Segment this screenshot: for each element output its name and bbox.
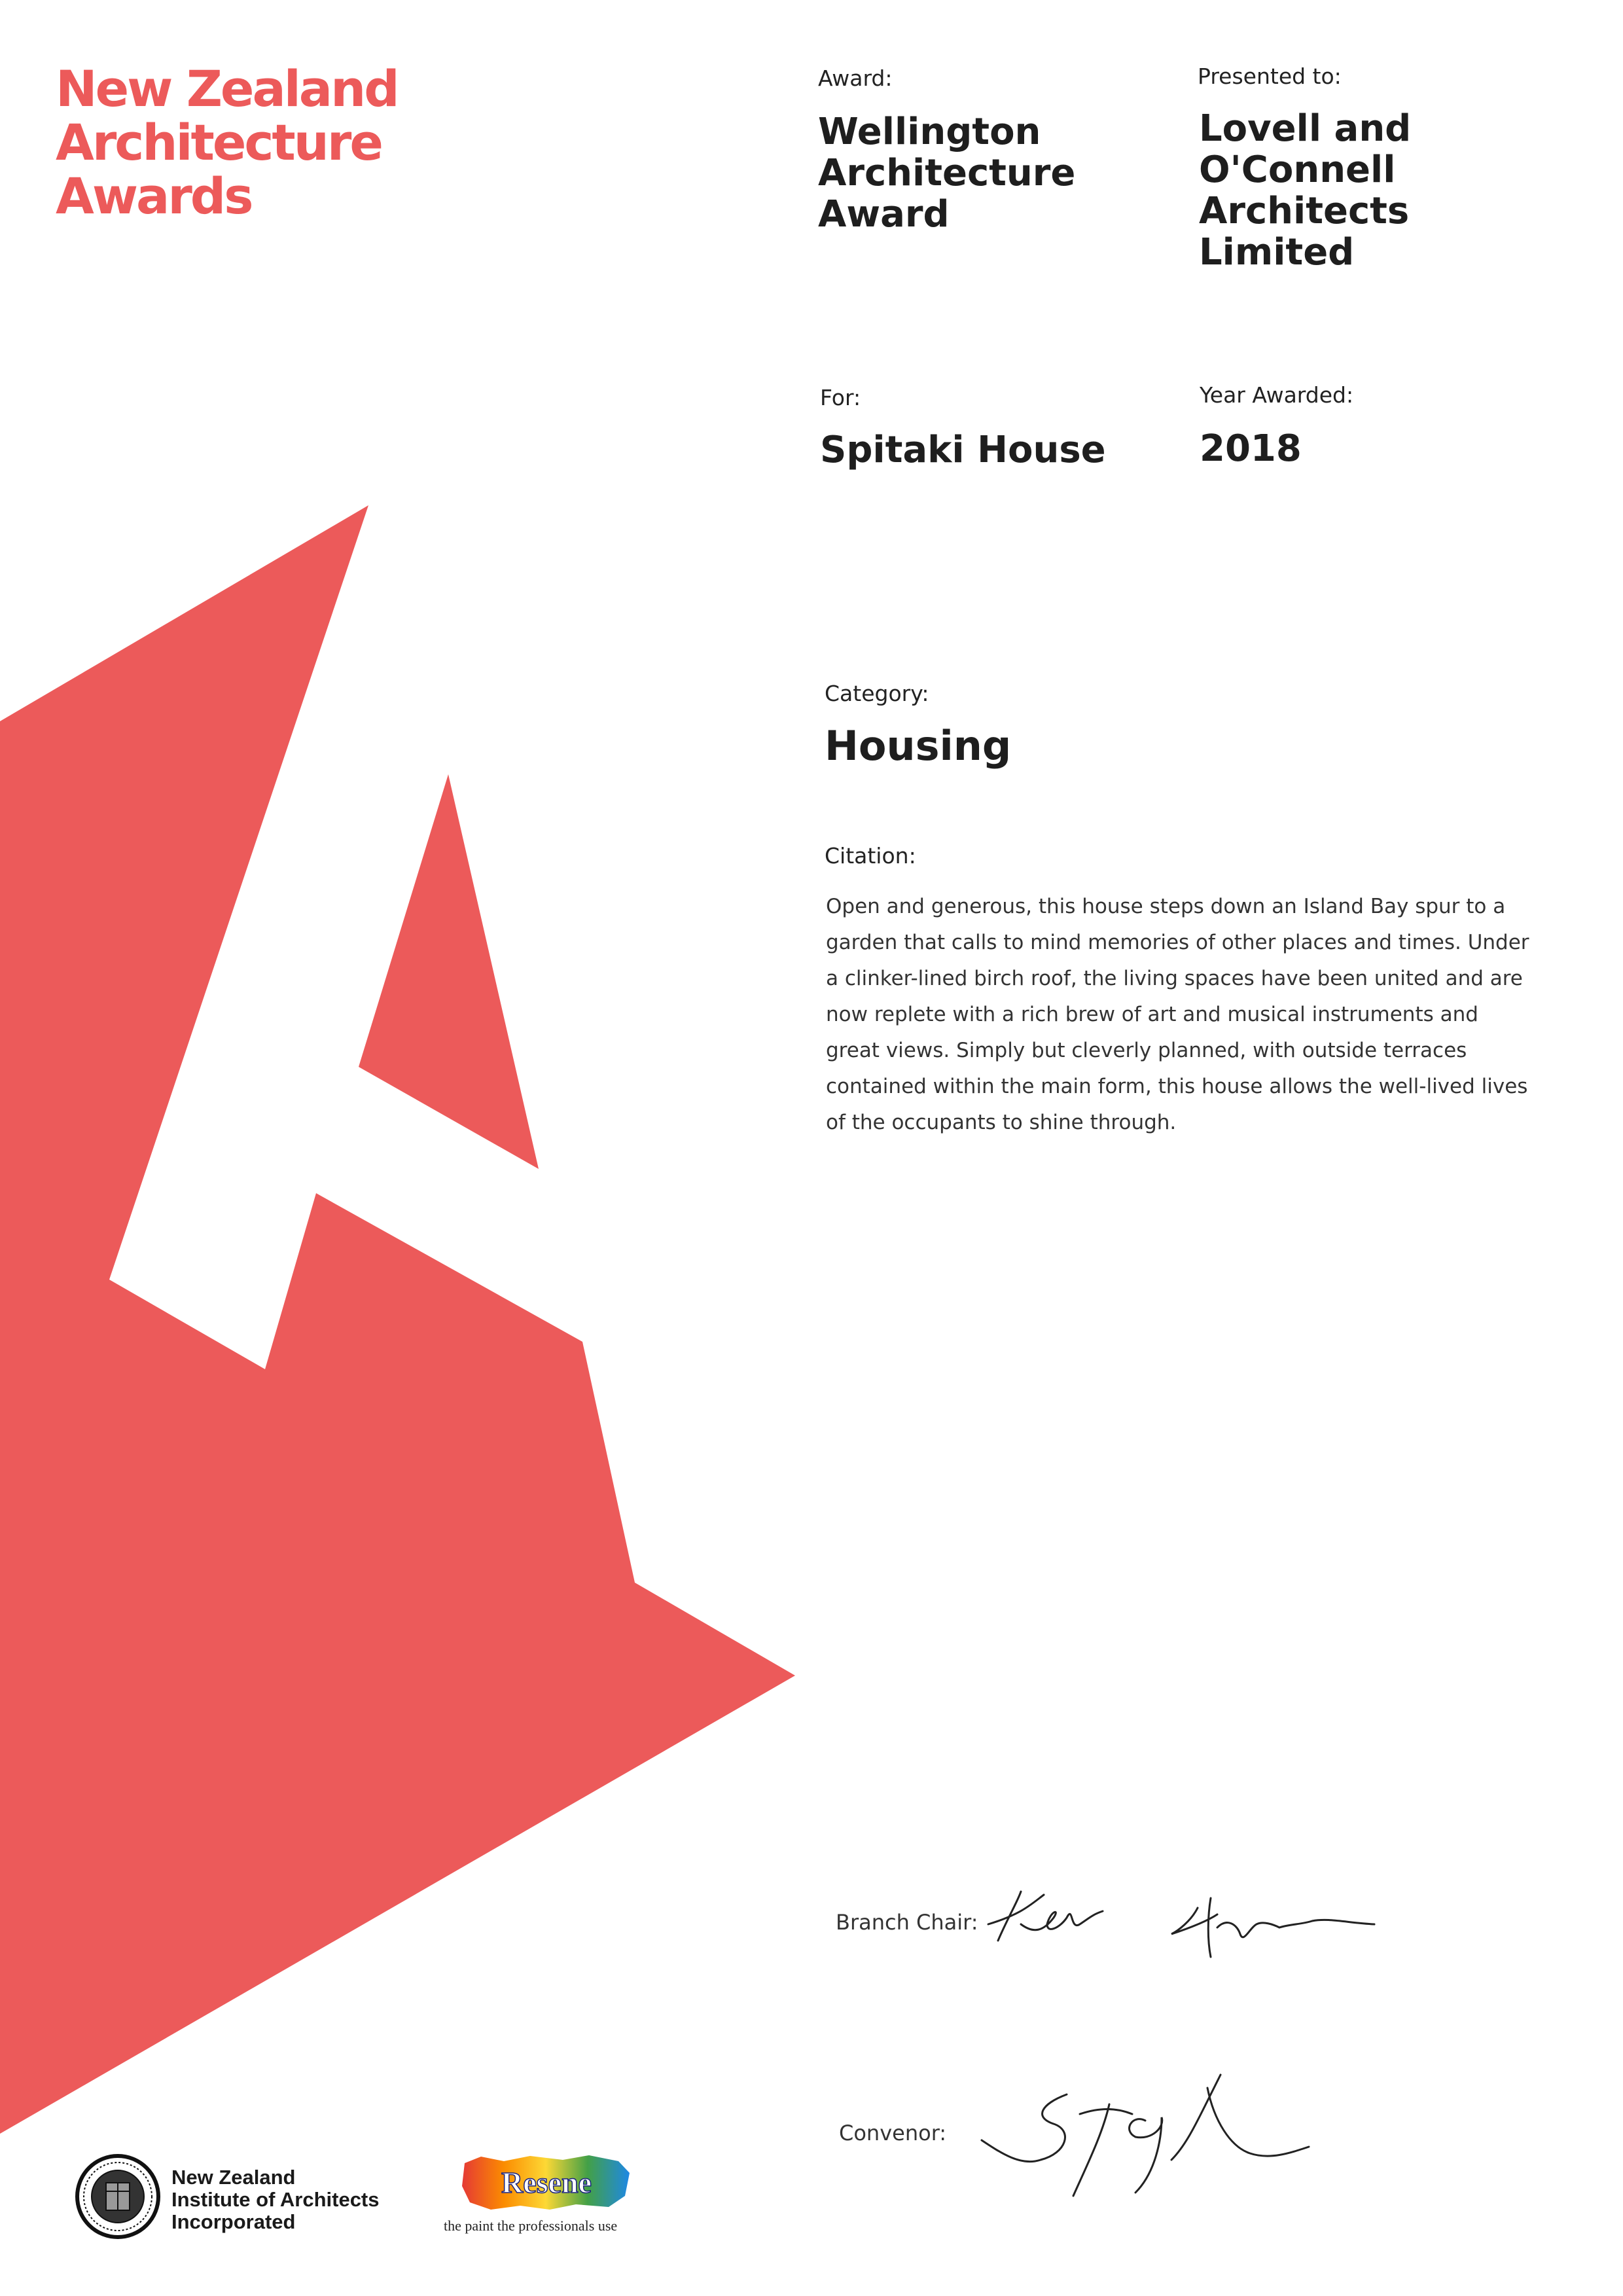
citation-label: Citation:: [825, 843, 916, 869]
nzia-line-3: Incorporated: [171, 2210, 296, 2233]
award-value-line-1: Wellington: [818, 111, 1041, 153]
resene-logo-text: Resene: [501, 2166, 592, 2199]
presented-to-line-2: O'Connell: [1199, 149, 1396, 191]
category-label: Category:: [825, 681, 929, 706]
resene-logo: [458, 2153, 635, 2212]
brand-line-2: Architecture: [56, 113, 382, 171]
nzia-line-1: New Zealand: [171, 2166, 296, 2189]
award-label: Award:: [818, 65, 893, 91]
red-a-graphic: [0, 0, 805, 2160]
red-a-shape: [0, 505, 795, 2134]
branch-chair-label: Branch Chair:: [836, 1910, 978, 1935]
nzia-line-2: Institute of Architects: [171, 2188, 380, 2211]
presented-to-line-4: Limited: [1199, 231, 1355, 274]
presented-to-line-3: Architects: [1199, 190, 1410, 232]
category-value: Housing: [825, 722, 1012, 770]
brand-line-3: Awards: [56, 167, 252, 225]
red-a-inner-triangle: [359, 774, 539, 1169]
presented-to-value: [1199, 108, 1411, 273]
award-value: [818, 111, 1075, 235]
convenor-label: Convenor:: [839, 2121, 947, 2145]
citation-text: Open and generous, this house steps down an Island Bay spur to a garden that calls to mind memories of other places and times. Under a clinker-lined birch roof, the living spaces have been united and are now replete with a rich brew of art and musical instruments and great views. Simply but cleverly planned, with outside terraces contained within the main form, this house allows the well-lived lives of the occupants to shine through.: [826, 895, 1529, 1134]
presented-to-line-1: Lovell and: [1199, 107, 1412, 150]
award-value-line-3: Award: [818, 193, 950, 236]
year-value: 2018: [1200, 427, 1302, 470]
year-label: Year Awarded:: [1200, 382, 1354, 408]
convenor-signature: [975, 2068, 1315, 2206]
award-value-line-2: Architecture: [818, 152, 1076, 194]
brand-line-1: New Zealand: [56, 60, 398, 118]
branch-chair-signature: [982, 1878, 1387, 1964]
for-value: Spitaki House: [820, 429, 1106, 471]
nzia-name: [171, 2166, 380, 2233]
for-label: For:: [820, 385, 861, 410]
awards-brand-title: [56, 62, 398, 223]
presented-to-label: Presented to:: [1198, 63, 1342, 89]
nzia-seal-icon: [75, 2153, 161, 2240]
resene-tagline: the paint the professionals use: [444, 2217, 618, 2234]
